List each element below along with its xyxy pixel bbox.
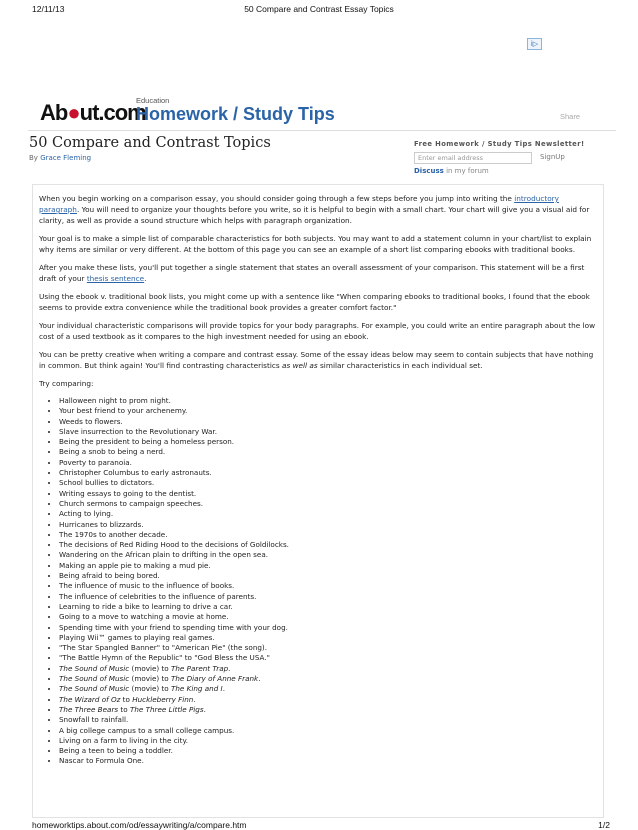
list-item	[59, 695, 597, 705]
newsletter-signup	[414, 140, 596, 175]
author-link[interactable]: Grace Fleming	[40, 154, 92, 162]
list-item-text: (movie) to	[129, 663, 171, 673]
list-item: • Being a snob to being a nerd.	[59, 447, 597, 457]
list-item	[59, 684, 597, 694]
share-button[interactable]: Share	[559, 112, 580, 121]
title-italic: The Wizard of Oz	[59, 694, 121, 704]
discuss-rest: in my forum	[443, 167, 489, 175]
list-item: • Living on a farm to living in the city.	[59, 736, 597, 746]
list-item: • Making an apple pie to making a mud pie.	[59, 561, 597, 571]
list-item: • Poverty to paranoia.	[59, 458, 597, 468]
list-item	[59, 674, 597, 684]
title-italic: Huckleberry Finn	[132, 694, 194, 704]
list-item: • Acting to lying.	[59, 509, 597, 519]
list-item-text: .	[228, 663, 231, 673]
list-item: • "The Star Spangled Banner" to "American Pie" (the song).	[59, 643, 597, 653]
paragraph-thesis	[39, 262, 597, 284]
list-item	[59, 705, 597, 715]
list-item-text: to	[120, 694, 133, 704]
ad-choices-icon[interactable]: i▷	[527, 38, 542, 50]
byline-prefix: By	[29, 154, 38, 162]
list-item: • The decisions of Red Riding Hood to the decisions of Goldilocks.	[59, 540, 597, 550]
list-item: • Snowfall to rainfall.	[59, 715, 597, 725]
list-item: • Your best friend to your archenemy.	[59, 406, 597, 416]
list-item: • Going to a move to watching a movie at home.	[59, 612, 597, 622]
article-body	[32, 184, 604, 818]
paragraph-text: You can be pretty creative when writing a compare and contrast essay. Some of the essay ideas below may seem to contain subjects that have nothing in common. But think again! You'll find contrasting characteristics	[39, 350, 594, 370]
paragraph-text: similar characteristics in each individual set.	[317, 361, 483, 370]
list-item: • The influence of music to the influence of books.	[59, 581, 597, 591]
list-item-text: .	[258, 674, 261, 684]
print-title: 50 Compare and Contrast Essay Topics	[244, 4, 394, 14]
title-italic: The Sound of Music	[59, 663, 130, 673]
print-page-number: 1/2	[598, 820, 610, 830]
list-item: • Weeds to flowers.	[59, 417, 597, 427]
logo-dot-icon: ●	[67, 100, 80, 125]
logo-text-pre: Ab	[40, 100, 68, 125]
list-item: • Playing Wii™ games to playing real games.	[59, 633, 597, 643]
signup-button[interactable]: SignUp	[540, 153, 565, 161]
list-item: • Halloween night to prom night.	[59, 396, 597, 406]
paragraph-creative	[39, 349, 597, 371]
list-item: • "The Battle Hymn of the Republic" to "God Bless the USA."	[59, 653, 597, 663]
list-item: • Being a teen to being a toddler.	[59, 746, 597, 756]
paragraph-text: .	[144, 274, 147, 283]
site-header	[40, 96, 600, 126]
byline	[29, 154, 91, 162]
list-item: • The 1970s to another decade.	[59, 530, 597, 540]
title-italic: The Sound of Music	[59, 684, 130, 694]
title-italic: The Three Bears	[59, 704, 119, 714]
list-item: • Wandering on the African plain to drifting in the open sea.	[59, 550, 597, 560]
list-item: • Learning to ride a bike to learning to drive a car.	[59, 602, 597, 612]
newsletter-title: Free Homework / Study Tips Newsletter!	[414, 140, 585, 148]
list-item-text: (movie) to	[129, 684, 171, 694]
list-item: • School bullies to dictators.	[59, 478, 597, 488]
intro-paragraph-link[interactable]: introductory paragraph	[39, 194, 559, 214]
try-comparing-label: Try comparing:	[39, 379, 94, 388]
article-title: 50 Compare and Contrast Topics	[29, 135, 271, 151]
about-logo[interactable]	[40, 100, 146, 126]
title-italic: The Parent Trap	[170, 663, 229, 673]
paragraph-text: When you begin working on a comparison essay, you should consider going through a few steps before you jump into writing the	[39, 194, 515, 203]
list-item: • Nascar to Formula One.	[59, 756, 597, 766]
title-italic: The Diary of Anne Frank	[170, 674, 259, 684]
print-date: 12/11/13	[32, 4, 65, 14]
list-item-text: to	[118, 704, 130, 714]
list-item: • Spending time with your friend to spending time with your dog.	[59, 623, 597, 633]
paragraph-text: . You will need to organize your thoughts before you write, so it is helpful to begin with a small chart. Your chart will give you a visual aid for clarity, as well as provide a sound structure which helps with paragraph organization.	[39, 205, 590, 225]
list-item: • Being the president to being a homeless person.	[59, 437, 597, 447]
list-item-text: .	[203, 704, 206, 714]
discuss-label[interactable]: Discuss	[414, 167, 444, 175]
title-italic: The Three Little Pigs	[129, 704, 204, 714]
title-italic: The Sound of Music	[59, 674, 130, 684]
forum-link[interactable]	[414, 167, 596, 175]
topic-list	[39, 396, 597, 767]
list-item-text: .	[193, 694, 196, 704]
email-field[interactable]: Enter email address	[414, 152, 532, 164]
section-category[interactable]: Education	[136, 96, 170, 105]
logo-text-post: ut.com	[79, 100, 146, 125]
title-italic: The King and I	[170, 684, 223, 694]
list-item: • A big college campus to a small college campus.	[59, 726, 597, 736]
list-item: • Being afraid to being bored.	[59, 571, 597, 581]
header-divider	[28, 130, 616, 131]
paragraph-goal: Your goal is to make a simple list of comparable characteristics for both subjects. You may want to add a statement column in your chart/list to explain why items are similar or very different. At the bottom of this page you can see an example of a short list comparing ebooks with traditional books.	[39, 234, 592, 254]
list-item-text: .	[222, 684, 225, 694]
paragraph-text: After you make these lists, you'll put together a single statement that states an overall assessment of your comparison. This statement will be a first draft of your	[39, 263, 585, 283]
list-item-text: (movie) to	[129, 674, 171, 684]
paragraph-body-topics: Your individual characteristic comparisons will provide topics for your body paragraphs. For example, you could write an entire paragraph about the low cost of a used textbook as it compares to the high investment needed for using an ebook.	[39, 321, 596, 341]
list-item	[59, 664, 597, 674]
list-item: • Slave insurrection to the Revolutionary War.	[59, 427, 597, 437]
list-item: • Writing essays to going to the dentist.	[59, 489, 597, 499]
print-url: homeworktips.about.com/od/essaywriting/a/compare.htm	[32, 820, 247, 830]
list-item: • Church sermons to campaign speeches.	[59, 499, 597, 509]
list-item: • The influence of celebrities to the influence of parents.	[59, 592, 597, 602]
thesis-sentence-link[interactable]: thesis sentence	[86, 274, 145, 283]
emphasis-text: as well as	[281, 361, 318, 370]
list-item: • Hurricanes to blizzards.	[59, 520, 597, 530]
section-title[interactable]: Homework / Study Tips	[136, 104, 335, 124]
paragraph-intro	[39, 193, 597, 226]
paragraph-example: Using the ebook v. traditional book lists, you might come up with a sentence like "When comparing ebooks to traditional books, I found that the ebook seems to provide extra convenience while the traditional book provides a greater comfort factor."	[39, 292, 590, 312]
list-item: • Christopher Columbus to early astronauts.	[59, 468, 597, 478]
